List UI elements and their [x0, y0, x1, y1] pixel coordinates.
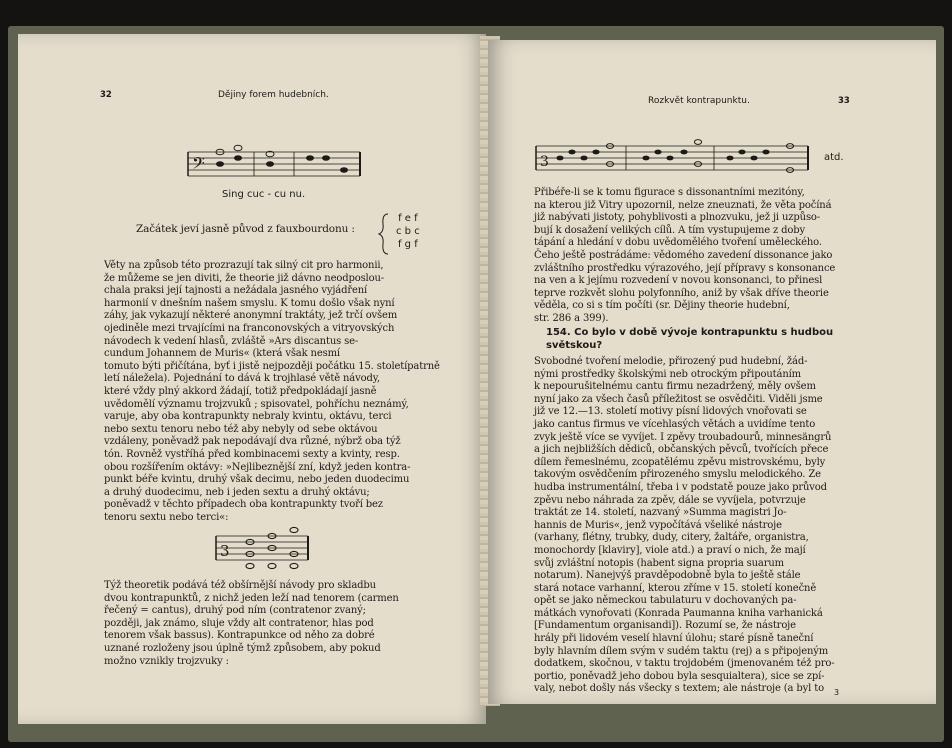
left-running-head: Dějiny forem hudebních.: [218, 90, 329, 100]
text-line: tápání a hledání v dobu uvědomělého tvoření uměleckého.: [534, 237, 822, 249]
text-line: portio, poněvadž jeho dobou byla sesquialtera), sice se zpí-: [534, 670, 825, 682]
text-line: jako cantus firmus ve vícehlasých větách a uvidíme tento: [534, 418, 816, 430]
example-lyrics: Sing cuc - cu nu.: [222, 189, 306, 200]
text-line: punkt béře kvintu, druhý však decimu, nebo jeden duodecimu: [104, 474, 410, 486]
svg-text:𝄢: 𝄢: [192, 153, 205, 177]
svg-text:3: 3: [220, 542, 230, 560]
text-line: svůj zvláštní notopis (habent signa propria suarum: [534, 557, 784, 569]
example-suffix: atd.: [824, 152, 844, 163]
text-line: které vždy plný akkord žádají, totiž předpokládají jasně: [104, 385, 377, 397]
text-line: bují k dosažení velikých cílů. A tím vystupujeme z doby: [534, 224, 806, 236]
fauxbourdon-rows: [396, 212, 420, 251]
text-line: takovým osvědčením přirozeného smyslu melodického. Ze: [534, 469, 821, 481]
text-line: tomuto býti přičítána, byť i jistě nejpozději počátku 15. stoletípatrně: [104, 360, 440, 372]
text-line: nyní jako za všech časů příležitost se osvědčiti. Viděli jsme: [534, 393, 823, 405]
text-line: uznané rozloženy jsou úplně týmž způsobem, aby pokud: [104, 642, 381, 654]
text-line: mátkách vynořovati (Konrada Paumanna kniha varhanická: [534, 607, 823, 619]
text-line: poněvadž v těchto případech oba kontrapunkty tvoří bez: [104, 499, 383, 511]
text-line: Přibéře-li se k tomu figurace s dissonantními mezitóny,: [534, 187, 805, 198]
fauxbourdon-row: f e f: [398, 213, 418, 224]
right-paragraph-2: [534, 356, 834, 696]
text-line: letí náležela). Pojednání to dává k trojhlasé větě návody,: [104, 373, 380, 385]
text-line: Svobodné tvoření melodie, přirozený pud hudební, žád-: [534, 356, 808, 367]
text-line: nými prostředky školskými neb otrockým připoutáním: [534, 368, 801, 380]
text-line: dvou kontrapunktů, z nichž jeden leží nad tenorem (carmen: [104, 592, 399, 604]
text-line: záhy, jak vykazují některé anonymní traktáty, jež trčí ovšem: [104, 310, 398, 322]
text-line: hannis de Muris«, jenž vypočítává všeliké nástroje: [534, 519, 782, 531]
text-line: stará notace varhanní, kterou zříme v 15. století konečně: [534, 582, 817, 594]
text-line: dodatkem, skočnou, v taktu trojdobém (jmenovaném též pro-: [534, 658, 835, 670]
music-example-1: [186, 142, 362, 190]
signature-mark: 3: [834, 688, 840, 697]
text-line: na ven a k jejímu rozvedení v novou konsonanci, to přinesl: [534, 275, 823, 287]
text-line: nebo sextu tenoru nebo též aby nebyly od sebe oktávou: [104, 423, 378, 435]
text-line: harmonií v dnešním našem smyslu. K tomu došlo však nyní: [104, 297, 395, 309]
text-line: návodech k vedení hlasů, zvláště »Ars discantus se-: [104, 335, 359, 347]
text-line: cundum Johannem de Muris« (která však nesmí: [104, 348, 340, 360]
right-page: [488, 40, 936, 704]
music-example-2: [214, 522, 310, 574]
music-example-3: [534, 134, 810, 180]
text-line: věděla, co si s tím počíti (sr. Dějiny theorie hudební,: [534, 300, 790, 312]
text-line: hrály při lidovém veselí hlavní úlohu; staré písně taneční: [534, 633, 814, 645]
text-line: Věty na způsob této prozrazují tak silný cit pro harmonii,: [104, 260, 384, 271]
text-line: zpěvu nebo náhrada za zpěv, dále se vyvíjela, potvrzuje: [534, 494, 806, 506]
text-line: valy, nebot došly nás všecky s textem; ale nástroje (a byl to: [534, 683, 824, 695]
right-running-head: Rozkvět kontrapunktu.: [648, 96, 750, 106]
text-line: ojediněle mezi trvajícími na franconovských a vitryovských: [104, 322, 395, 334]
text-line: chala praksi její tajnosti a nežádala jasného vyjádření: [104, 285, 368, 297]
text-line: již ve 12.—13. století motivy písní lidových vnořovati se: [534, 406, 807, 418]
text-line: na kterou již Vitry upozornil, nelze zneuznati, že věta počíná: [534, 199, 832, 211]
text-line: (varhany, flétny, trubky, dudy, citery, žaltáře, organistra,: [534, 532, 809, 544]
text-line: byly hlavním dílem svým v sudém taktu (rej) a s připojeným: [534, 645, 829, 657]
text-line: varuje, aby oba kontrapunkty nebraly kvintu, oktávu, terci: [104, 411, 392, 423]
text-line: vzdáleny, poněvadž pak nepodávají dva různé, nýbrž oba týž: [104, 436, 401, 448]
right-page-number: 33: [838, 96, 850, 106]
text-line: tenorem však bassus). Kontrapunkce od něho za dobré: [104, 630, 375, 642]
text-line: k nepourušitelnému cantu firmu nezadržený, měly ovšem: [534, 381, 816, 393]
fauxbourdon-brace: [378, 212, 390, 256]
text-line: tenoru sextu nebo terci«:: [104, 511, 229, 523]
text-line: traktát ze 14. století, nazvaný »Summa magistri Jo-: [534, 507, 787, 519]
text-line: zvyk ještě více se vyvíjet. I zpěvy troubadourů, minnesängrů: [534, 431, 832, 443]
question-line: 154. Co bylo v době vývoje kontrapunktu s hudbou: [546, 327, 834, 338]
fauxbourdon-text: Začátek jeví jasně původ z fauxbourdonu :: [136, 223, 355, 235]
text-line: dílem řemeslnému, zcopatělému zpěvu mistrovskému, byly: [534, 456, 826, 468]
text-line: hudba instrumentální, třeba i v podstatě pouze jako průvod: [534, 481, 827, 493]
text-line: později, jak známo, sluje vždy alt contratenor, hlas pod: [104, 617, 374, 629]
text-line: zvláštního prostředku výrazového, její přípravy s konsonance: [534, 262, 836, 274]
text-line: Čeho ještě postrádáme: vědomého zavedení dissonance jako: [534, 249, 833, 261]
left-page: [18, 34, 486, 724]
right-paragraph-1: [534, 187, 835, 326]
text-line: a jich nejbližších dědiců, občanských pěvců, tvořících přece: [534, 444, 829, 456]
text-line: možno vznikly trojzvuky :: [104, 655, 229, 667]
fauxbourdon-row: f g f: [397, 239, 418, 250]
text-line: notarum). Nanejvýš pravděpodobně byla to ještě stále: [534, 570, 801, 582]
text-line: teprve rozkvět slohu polyfonního, aniž by však dříve theorie: [534, 287, 829, 299]
text-line: [Fundamentum organisandi]). Rozumí se, že nástroje: [534, 620, 796, 632]
svg-text:3: 3: [540, 154, 549, 170]
text-line: již nabývati jistoty, pohyblivosti a plnozvuku, jež ji uzpůso-: [534, 212, 821, 224]
text-line: tón. Rovněž vystříhá před kombinacemi sexty a kvinty, resp.: [104, 448, 400, 460]
text-line: opět se jako německou tabulaturu v dochovaných pa-: [534, 595, 797, 607]
text-line: řečený = cantus), druhý pod ním (contratenor zvaný;: [104, 605, 366, 617]
text-line: že můžeme se jen diviti, že theorie již dávno neodposlou-: [104, 272, 385, 284]
text-line: uvědomělí významu trojzvuků ; spisovatel, pohříchu neznámý,: [104, 398, 409, 410]
text-line: obou rozšířením oktávy: »Nejlibeznější zní, když jeden kontra-: [104, 461, 411, 473]
text-line: monochordy [klaviry], viole atd.) a praví o nich, že mají: [534, 544, 806, 556]
text-line: a druhý duodecimu, neb i jeden sextu a druhý oktávu;: [104, 486, 370, 498]
text-line: Týž theoretik podává též obšírnější návody pro skladbu: [104, 580, 376, 591]
text-line: str. 286 a 399).: [534, 312, 609, 324]
left-page-number: 32: [100, 90, 112, 100]
fauxbourdon-row: c b c: [396, 226, 420, 237]
question-line: světskou?: [546, 340, 603, 351]
left-paragraph-1: [104, 260, 440, 524]
left-paragraph-2: [104, 580, 399, 668]
question-heading: [546, 326, 833, 352]
